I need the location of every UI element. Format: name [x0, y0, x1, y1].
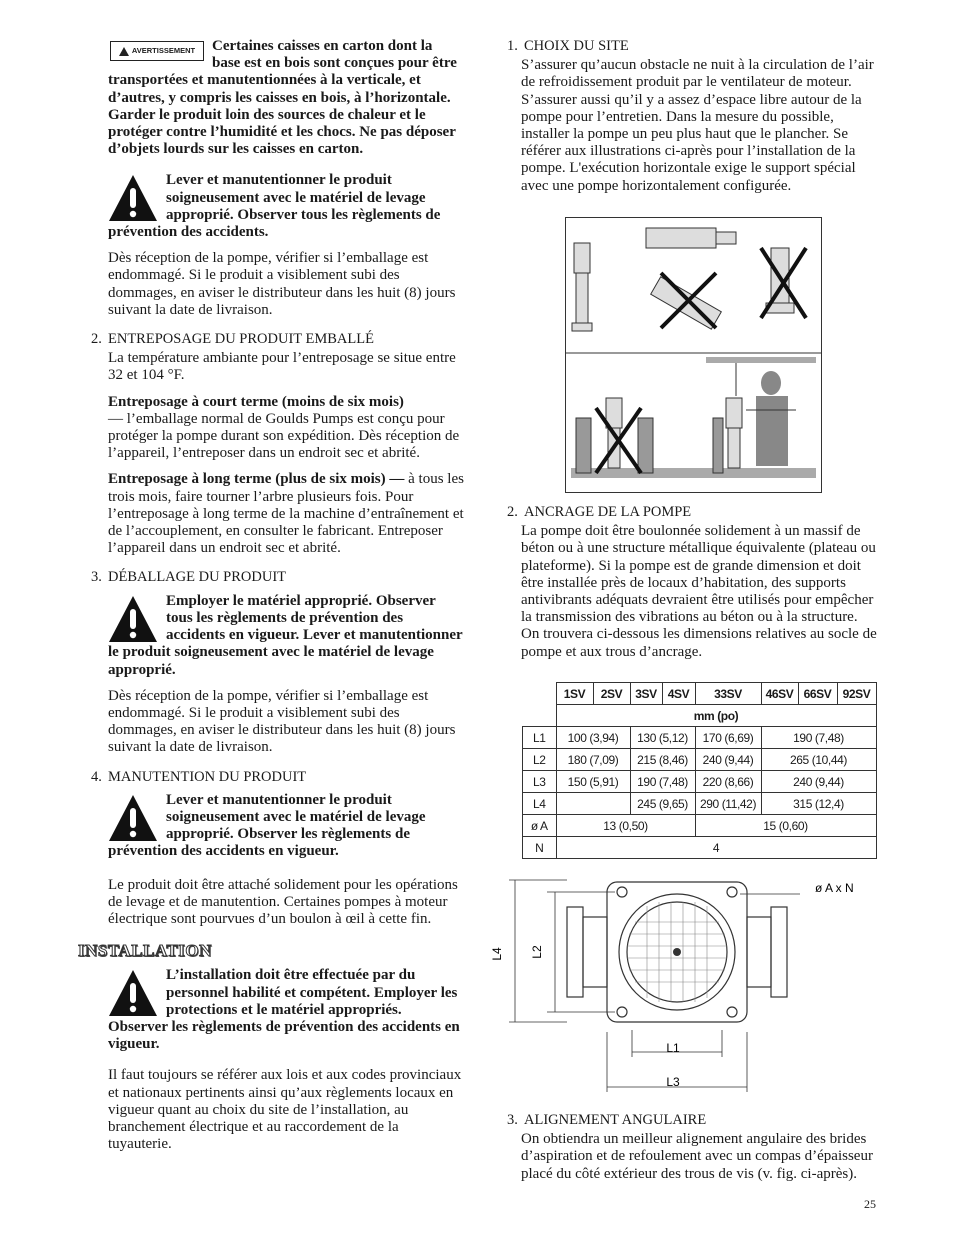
- installation-warning-text: L’installation doit être effectuée par du personnel habilité et compétent. Employer les protections et le matériel appropriés. Observer les règlements de prévention des accidents en vigueur.: [108, 967, 460, 1053]
- hole-spec-label: ø A x N: [815, 881, 854, 895]
- l2-label: L2: [530, 945, 544, 959]
- packaging-warning-text: Certaines caisses en carton dont la base est en bois sont conçues pour être transportées et manutentionnées à la verticale, et d’autres, y compris les caisses en bois, à l’horizontale. Garder le produit loin des sources de chaleur et le protéger contre l’humidité et les chocs. Ne pas déposer d’objets lourds sur les caisses en carton.: [108, 38, 457, 158]
- table-row: L2 180 (7,09) 215 (8,46) 240 (9,44) 265 (10,44): [523, 749, 877, 771]
- table-header-cell: 3SV: [630, 683, 662, 705]
- pump-placement-drawing: [566, 218, 821, 492]
- warning-icon: [108, 969, 158, 1017]
- lifting-warning-text: Lever et manutentionner le produit soigneusement avec le matériel de levage approprié. Observer tous les règlements de prévention des accidents.: [108, 172, 441, 241]
- alignment-paragraph: On obtiendra un meilleur alignement angulaire des brides d’aspiration et de refoulement avec un compas d’épaisseur placé du côté extérieur des trous de vis (v. fig. ci-après).: [521, 1131, 873, 1182]
- installation-title: INSTALLATION: [78, 941, 212, 961]
- handling-warning: [108, 792, 464, 861]
- base-dimension-diagram: [490, 872, 875, 1097]
- unpacking-heading: 3. DÉBALLAGE DU PRODUIT: [91, 569, 287, 586]
- warning-icon: [108, 794, 158, 842]
- site-heading: 1. CHOIX DU SITE: [507, 38, 629, 54]
- warning-icon: [108, 595, 158, 643]
- table-row: L3 150 (5,91) 190 (7,48) 220 (8,66) 240 (9,44): [523, 771, 877, 793]
- table-row: N 4: [523, 837, 877, 859]
- unpacking-warning-text: Employer le matériel approprié. Observer tous les règlements de prévention des accidents en vigueur. Lever et manutentionner le produit soigneusement avec le matériel de levage approprié.: [108, 592, 463, 678]
- l3-label: L3: [666, 1075, 680, 1089]
- anchoring-heading: 2. ANCRAGE DE LA POMPE: [507, 504, 692, 520]
- site-illustration: [565, 217, 822, 493]
- table-row: L1 100 (3,94) 130 (5,12) 170 (6,69) 190 (7,48): [523, 727, 877, 749]
- table-header-row: [523, 683, 877, 705]
- packaging-warning: [108, 38, 464, 158]
- left-column: [78, 38, 464, 1162]
- handling-heading: 4. MANUTENTION DU PRODUIT: [91, 768, 307, 785]
- unit-cell: mm (po): [556, 705, 876, 727]
- anchoring-paragraph: La pompe doit être boulonnée solidement à un massif de béton ou à une structure métallique équivalente (plateau ou plateforme). Si la pompe est de grande dimension et doit être installée près de locaux d’habitation, des supports antivibrants adéquats devraient être utilisés pour empêcher la transmission des vibrations au béton ou à la structure. On trouvera ci-dessous les dimensions relatives au socle de pompe et aux trous d’ancrage.: [521, 523, 877, 660]
- right-column-site: [507, 38, 879, 195]
- table-header-cell: 92SV: [837, 683, 876, 705]
- right-column-anchoring: [507, 500, 879, 661]
- table-header-cell: 2SV: [593, 683, 630, 705]
- alignment-heading: 3. ALIGNEMENT ANGULAIRE: [507, 1112, 707, 1128]
- anchoring-dimensions-table: [522, 682, 877, 859]
- table-unit-row: [523, 705, 877, 727]
- warning-triangle-icon: [119, 47, 129, 56]
- table-header-cell: 4SV: [662, 683, 695, 705]
- site-paragraph: S’assurer qu’aucun obstacle ne nuit à la circulation de l’air de refroidissement produit par le ventilateur de moteur. S’assurer aussi qu’il y a assez d’espace libre autour de la pompe pour l’entretien. Dans la mesure du possible, installer la pompe un peu plus haut que le plancher. Se référer aux illustrations ci-après pour l’installation de la pompe. L'exécution horizontale exige le support spécial avec une pompe horizontalement configurée.: [521, 57, 874, 194]
- reception-paragraph: Dès réception de la pompe, vérifier si l’emballage est endommagé. Si le produit a visiblement subi des dommages, en aviser le distributeur dans les huit (8) jours suivant la date de livraison.: [108, 250, 456, 318]
- installation-warning: [108, 967, 464, 1053]
- long-term-storage: Entreposage à long terme (plus de six mois) — à tous les trois mois, faire tourner l’arbre plusieurs fois. Pour l’entreposage à long terme de la machine d’entraînement et de l’accouplement, en consulter le fabricant. Entreposer l’appareil dans un endroit sec et abrité.: [108, 471, 464, 557]
- handling-warning-text: Lever et manutentionner le produit soigneusement avec le matériel de levage approprié. Observer les règlements de prévention des accidents en vigueur.: [108, 791, 426, 860]
- warning-icon: [108, 174, 158, 222]
- table-header-cell: 66SV: [798, 683, 837, 705]
- page-number: 25: [864, 1197, 876, 1211]
- unpacking-warning: [108, 593, 464, 679]
- warning-badge: AVERTISSEMENT: [110, 41, 204, 61]
- right-column-alignment: [507, 1108, 879, 1183]
- table-row: L4 245 (9,65) 290 (11,42) 315 (12,4): [523, 793, 877, 815]
- reception-paragraph-2: Dès réception de la pompe, vérifier si l’emballage est endommagé. Si le produit a visiblement subi des dommages, en aviser le distributeur dans les huit (8) jours suivant la date de livraison.: [108, 687, 456, 756]
- lifting-warning-1: [108, 172, 464, 241]
- table-header-cell: 33SV: [695, 683, 761, 705]
- table-row: ø A 13 (0,50) 15 (0,60): [523, 815, 877, 837]
- short-term-storage: Entreposage à court terme (moins de six mois) — l’emballage normal de Goulds Pumps est conçu pour protéger la pompe durant son expédition. Dès réception de l’appareil, l’entreposer dans un endroit sec et abrité.: [108, 393, 460, 462]
- regulations-paragraph: Il faut toujours se référer aux lois et aux codes provinciaux et nationaux pertinents ainsi qu’aux règlements locaux en vigueur quant au choix du site de l’installation, au branchement électrique et au raccordement de la tuyauterie.: [108, 1067, 462, 1153]
- storage-temperature: La température ambiante pour l’entreposage se situe entre 32 et 104 °F.: [108, 350, 456, 384]
- l4-label: L4: [490, 947, 504, 961]
- storage-heading: 2. ENTREPOSAGE DU PRODUIT EMBALLÉ: [91, 331, 374, 348]
- handling-paragraph: Le produit doit être attaché solidement pour les opérations de levage et de manutention. Certaines pompes à moteur électrique sont pourvues d’un boulon à œil à cette fin.: [108, 876, 458, 927]
- l1-label: L1: [666, 1041, 680, 1055]
- table-header-cell: 1SV: [556, 683, 593, 705]
- pump-base-drawing: [490, 872, 875, 1097]
- table-header-cell: 46SV: [761, 683, 798, 705]
